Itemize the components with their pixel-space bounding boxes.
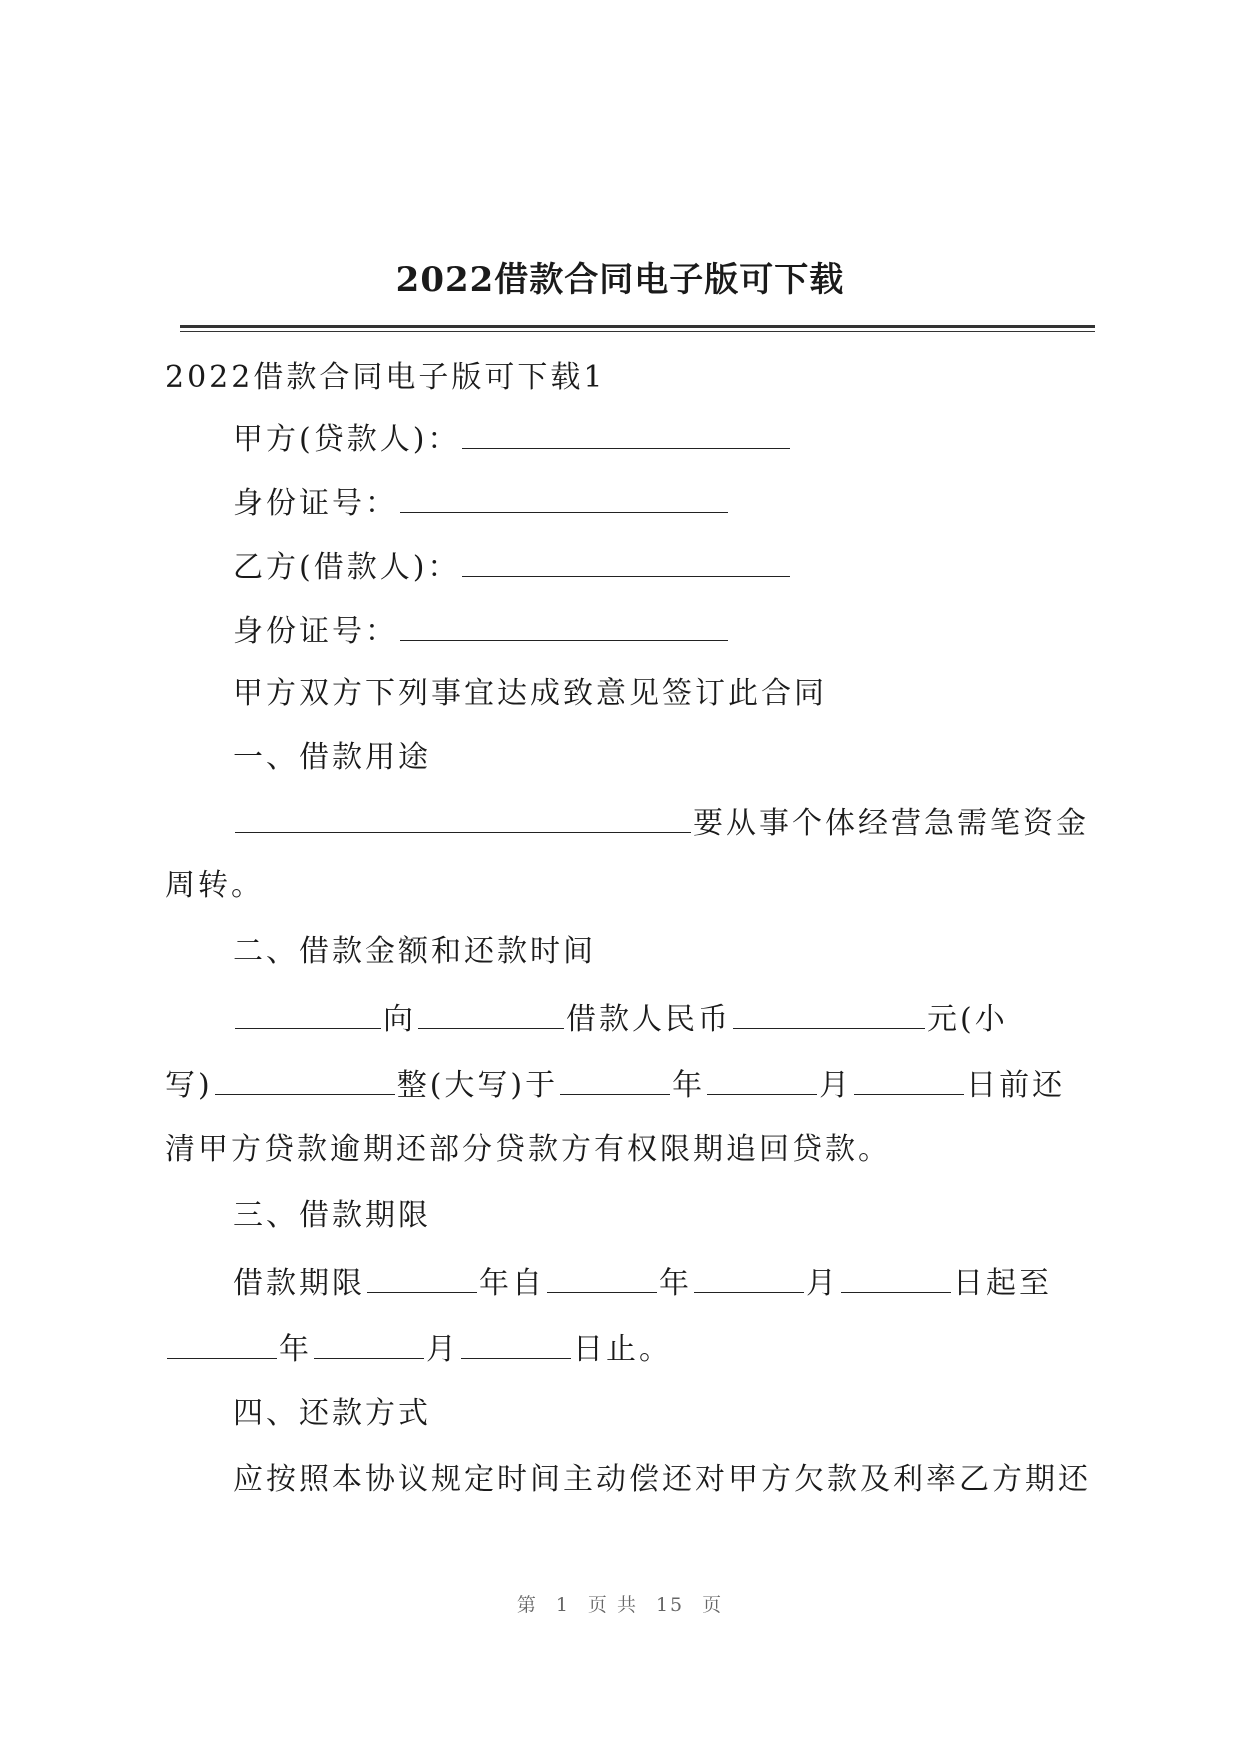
repay-year-blank — [560, 1064, 670, 1095]
repay-year-text: 年 — [672, 1068, 706, 1103]
section-4-paragraph: 应按照本协议规定时间主动偿还对甲方欠款及利率乙方期还 — [233, 1462, 1091, 1497]
repay-month-text: 月 — [819, 1068, 853, 1103]
term-years-blank — [367, 1262, 477, 1293]
title-rule-thin — [180, 331, 1095, 332]
purpose-text: 要从事个体经营急需笔资金 — [693, 806, 1089, 841]
id-a-line — [233, 482, 730, 524]
party-a-label: 甲方(贷款人)： — [233, 422, 461, 457]
amount-text-yuan: 元(小 — [927, 1002, 1008, 1037]
term-text-label: 借款期限 — [233, 1266, 365, 1301]
term-line-2 — [165, 1328, 672, 1370]
amount-line-2 — [165, 1064, 1065, 1106]
start-year-text: 年 — [659, 1266, 692, 1301]
start-day-text: 日起至 — [953, 1266, 1052, 1301]
footer-page-number: 1 — [555, 1594, 570, 1616]
amount-line-1 — [233, 998, 1008, 1040]
footer-mid: 页 共 — [587, 1594, 638, 1616]
section-1-continuation: 周转。 — [165, 868, 264, 903]
party-a-line — [233, 418, 792, 460]
id-b-blank — [400, 610, 728, 641]
start-day-blank — [841, 1262, 951, 1293]
amount-figure-blank — [733, 998, 925, 1029]
agreement-line: 甲方双方下列事宜达成致意见签订此合同 — [233, 676, 827, 711]
lender-name-blank — [235, 998, 381, 1029]
start-month-text: 月 — [806, 1266, 839, 1301]
amount-text-rmb: 借款人民币 — [566, 1002, 731, 1037]
page-footer — [0, 1590, 1240, 1617]
repay-day-blank — [854, 1064, 964, 1095]
repay-day-text: 日前还 — [966, 1068, 1066, 1103]
section-2-title: 二、借款金额和还款时间 — [233, 934, 596, 969]
purpose-blank — [235, 802, 691, 833]
amount-text-small: 写) — [165, 1068, 213, 1103]
party-a-blank — [462, 418, 790, 449]
end-year-blank — [167, 1328, 277, 1359]
section-3-title: 三、借款期限 — [233, 1198, 431, 1233]
footer-total-pages: 15 — [655, 1594, 685, 1616]
end-day-text: 日止。 — [573, 1332, 672, 1367]
footer-prefix: 第 — [516, 1594, 538, 1616]
section-1-paragraph — [233, 802, 1089, 844]
end-month-text: 月 — [426, 1332, 459, 1367]
amount-text-capital: 整(大写)于 — [396, 1068, 559, 1103]
title-rule-thick — [180, 325, 1095, 328]
document-title: 2022借款合同电子版可下载 — [395, 260, 845, 300]
amount-line-3: 清甲方贷款逾期还部分贷款方有权限期追回贷款。 — [165, 1132, 891, 1167]
end-month-blank — [314, 1328, 424, 1359]
term-text-from: 年自 — [479, 1266, 545, 1301]
section-1-title: 一、借款用途 — [233, 740, 431, 775]
section-4-title: 四、还款方式 — [233, 1396, 431, 1431]
party-b-line — [233, 546, 792, 588]
start-month-blank — [694, 1262, 804, 1293]
id-a-label: 身份证号： — [233, 486, 398, 521]
borrower-name-blank — [418, 998, 564, 1029]
repay-month-blank — [707, 1064, 817, 1095]
end-day-blank — [461, 1328, 571, 1359]
id-b-label: 身份证号： — [233, 614, 398, 649]
footer-suffix: 页 — [702, 1594, 724, 1616]
id-b-line — [233, 610, 730, 652]
party-b-label: 乙方(借款人)： — [233, 550, 461, 585]
section-heading: 2022借款合同电子版可下载1 — [165, 360, 606, 395]
term-line-1 — [233, 1262, 1052, 1304]
end-year-text: 年 — [279, 1332, 312, 1367]
id-a-blank — [400, 482, 728, 513]
party-b-blank — [462, 546, 790, 577]
start-year-blank — [547, 1262, 657, 1293]
amount-text-to: 向 — [383, 1002, 416, 1037]
amount-words-blank — [215, 1064, 395, 1095]
